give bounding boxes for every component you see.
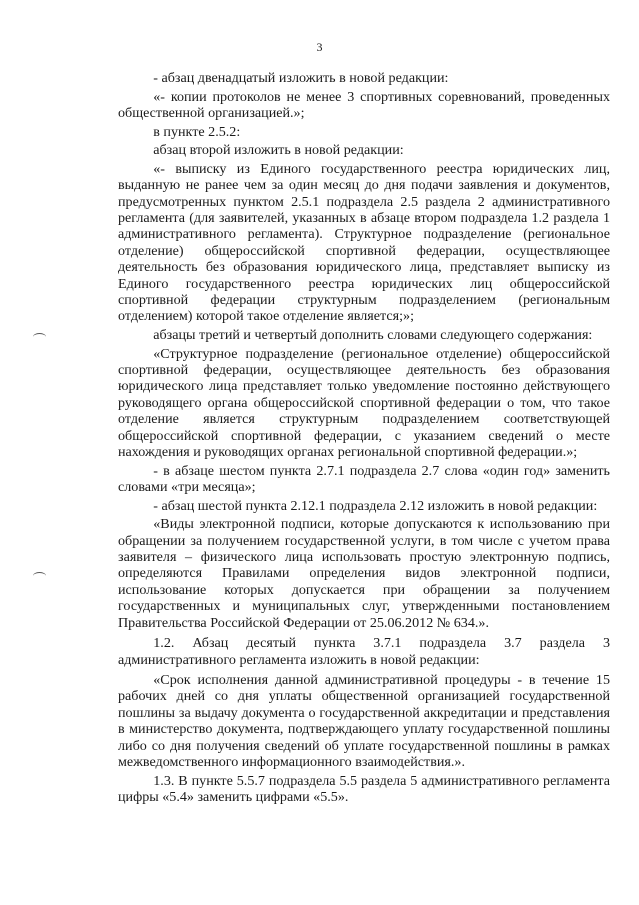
- margin-binding-mark: [33, 333, 46, 341]
- paragraph: «Виды электронной подписи, которые допускаются к использованию при обращении за получением государственной услуги, в том числе с учетом права заявителя – физического лица использовать простую электронную подпись, определяются Правилами определения видов электронной подписи, использование которых допускается при обращении за получением государственных и муниципальных слуг, утвержденными постановлением Правительства Российской Федерации от 25.06.2012 № 634.».: [118, 516, 610, 631]
- paragraph: - абзац шестой пункта 2.12.1 подраздела 2.12 изложить в новой редакции:: [153, 497, 598, 514]
- paragraph: «- копии протоколов не менее 3 спортивных соревнований, проведенных общественной организацией.»;: [118, 88, 610, 121]
- document-body: [118, 70, 610, 808]
- page-number: 3: [316, 40, 323, 54]
- paragraph: абзац второй изложить в новой редакции:: [153, 142, 404, 159]
- paragraph: - абзац двенадцатый изложить в новой редакции:: [153, 70, 449, 86]
- paragraph: - в абзаце шестом пункта 2.7.1 подраздела 2.7 слова «один год» заменить словами «три месяца»;: [118, 462, 610, 496]
- paragraph: 1.3. В пункте 5.5.7 подраздела 5.5 раздела 5 административного регламента цифры «5.4» заменить цифрами «5.5».: [118, 772, 610, 805]
- paragraph: 1.2. Абзац десятый пункта 3.7.1 подраздела 3.7 раздела 3 административного регламента изложить в новой редакции:: [118, 635, 610, 668]
- margin-binding-mark: [33, 572, 46, 580]
- paragraph: «- выписку из Единого государственного реестра юридических лиц, выданную не ранее чем за один месяц до дня подачи заявления и документов, предусмотренных пунктом 2.5.1 подраздела 2.5 раздела 2 административного регламента (для заявителей, указанных в абзаце втором подраздела 1.2 раздела 1 административного регламента). Структурное подразделение (региональное отделение) общероссийской спортивной федерации, осуществляющее деятельность без образования юридического лица, представляет выписку из Единого государственного реестра юридических лиц общероссийской спортивной федерации структурным подразделением (региональным отделением) которой такое отделение является;»;: [118, 160, 610, 325]
- paragraph: абзацы третий и четвертый дополнить словами следующего содержания:: [153, 327, 593, 344]
- paragraph: в пункте 2.5.2:: [153, 123, 241, 140]
- paragraph: «Срок исполнения данной административной процедуры - в течение 15 рабочих дней со дня уплаты общественной организацией государственной пошлины за выдачу документа о государственной аккредитации и представления в министерство документа, подтверждающего уплату государственной пошлины либо со дня получения сведений об уплате государственной пошлины в рамках межведомственного информационного взаимодействия.».: [118, 671, 610, 770]
- paragraph: «Структурное подразделение (региональное отделение) общероссийской спортивной федерации, осуществляющее деятельность без образования юридического лица представляет только уведомление постоянно действующего руководящего органа общероссийской спортивной федерации о том, что такое отделение является структурным подразделением соответствующей общероссийской спортивной федерации, с указанием сведений о месте нахождения и руководящих органах региональной спортивной федерации.»;: [118, 345, 610, 461]
